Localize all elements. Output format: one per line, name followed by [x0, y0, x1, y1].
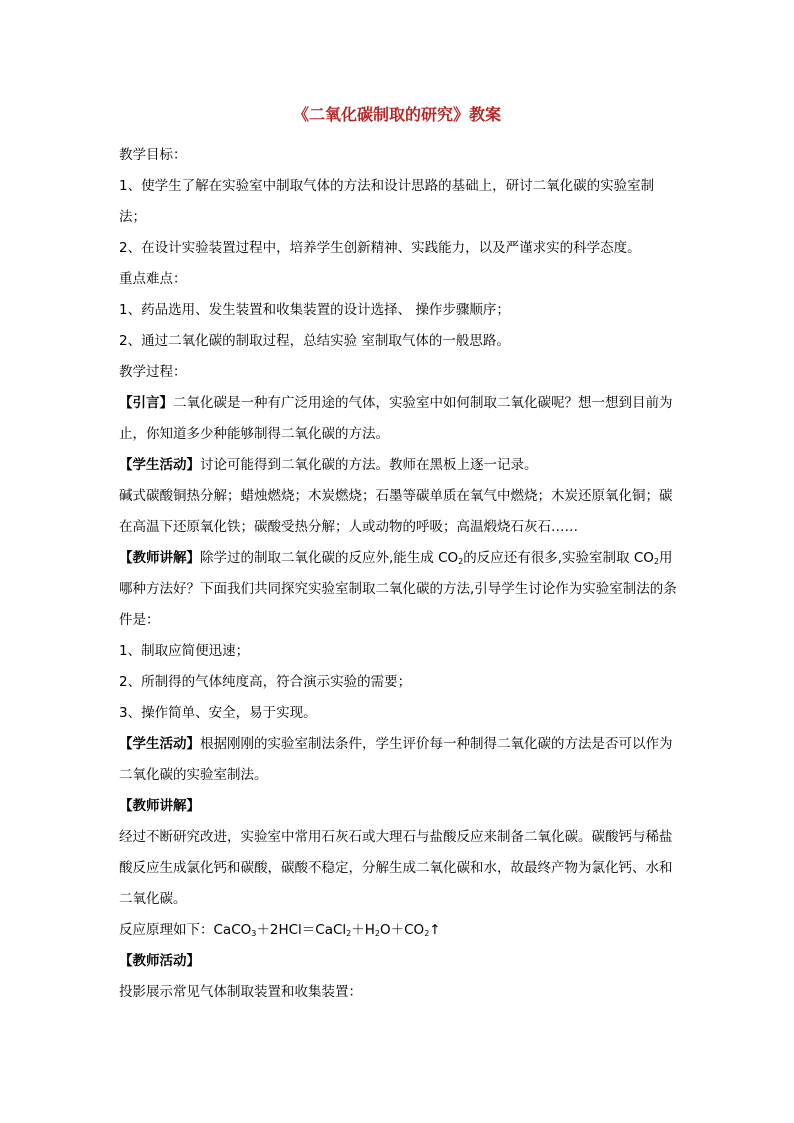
key-point-2: 2、通过二氧化碳的制取过程，总结实验 室制取气体的一般思路。: [119, 333, 510, 349]
eq-part-2: ＋2HCl＝CaCl: [256, 922, 347, 938]
eq-part-4: O＋CO: [380, 922, 425, 938]
explain1-tag: 【教师讲解】: [119, 550, 200, 566]
process-heading: 教学过程：: [119, 364, 187, 380]
key-points-heading: 重点难点：: [119, 271, 187, 287]
explain2-tag: 【教师讲解】: [119, 798, 200, 814]
explain1-text-c: 用哪种方法好？下面我们共同探究实验室制取二氧化碳的方法,引导学生讨论作为实验室制法的条件是：: [119, 550, 677, 628]
activity2-tag: 【学生活动】: [119, 736, 200, 752]
explain1-text-a: 除学过的制取二氧化碳的反应外,能生成 CO: [200, 550, 459, 566]
activity3-tag: 【教师活动】: [119, 953, 200, 969]
methods-list: 碱式碳酸铜热分解；蜡烛燃烧；木炭燃烧；石墨等碳单质在氧气中燃烧；木炭还原氧化铜；碳在高温下还原氧化铁；碳酸受热分解；人或动物的呼吸；高温煅烧石灰石……: [119, 488, 673, 535]
reaction-label: 反应原理如下：: [119, 922, 214, 938]
eq-sub-4: 2: [424, 929, 430, 938]
goals-heading: 教学目标：: [119, 147, 187, 163]
condition-3: 3、操作简单、安全，易于实现。: [119, 705, 317, 721]
explain1-sub-1: 2: [458, 557, 464, 566]
page-title: 《二氧化碳制取的研究》教案: [292, 105, 501, 124]
reaction-equation: [119, 915, 679, 946]
student-activity-1: [119, 450, 679, 481]
explain2-text: 经过不断研究改进，实验室中常用石灰石或大理石与盐酸反应来制备二氧化碳。碳酸钙与稀盐酸反应生成氯化钙和碳酸，碳酸不稳定，分解生成二氧化碳和水，故最终产物为氯化钙、水和二氧化碳。: [119, 829, 673, 907]
eq-part-5: ↑: [429, 922, 441, 938]
condition-1: 1、制取应简便迅速；: [119, 643, 250, 659]
explain1-sub-2: 2: [653, 557, 659, 566]
document-body: [119, 140, 679, 1008]
explain1-text-b: 的反应还有很多,实验室制取 CO: [463, 550, 654, 566]
eq-part-3: ＋H: [351, 922, 375, 938]
activity2-text: 根据刚刚的实验室制法条件，学生评价每一种制得二氧化碳的方法是否可以作为二氧化碳的实验室制法。: [119, 736, 673, 783]
condition-2: 2、所制得的气体纯度高，符合演示实验的需要；: [119, 674, 412, 690]
intro-paragraph: [119, 388, 679, 450]
eq-sub-2: 2: [346, 929, 352, 938]
key-point-1: 1、药品选用、发生装置和收集装置的设计选择、 操作步骤顺序；: [119, 302, 510, 318]
goal-item-1: 1、使学生了解在实验室中制取气体的方法和设计思路的基础上，研讨二氧化碳的实验室制法；: [119, 178, 655, 225]
eq-sub-1: 3: [251, 929, 257, 938]
teacher-explain-1: [119, 543, 679, 636]
activity1-text: 讨论可能得到二氧化碳的方法。教师在黑板上逐一记录。: [200, 457, 538, 473]
goal-item-2: 2、在设计实验装置过程中，培养学生创新精神、实践能力，以及严谨求实的科学态度。: [119, 240, 641, 256]
activity1-tag: 【学生活动】: [119, 457, 200, 473]
eq-part-1: CaCO: [213, 922, 252, 938]
activity3-text: 投影展示常见气体制取装置和收集装置：: [119, 984, 362, 1000]
intro-tag: 【引言】: [119, 395, 173, 411]
eq-sub-3: 2: [374, 929, 380, 938]
student-activity-2: [119, 729, 679, 791]
intro-text: 二氧化碳是一种有广泛用途的气体，实验室中如何制取二氧化碳呢？想一想到目前为止，你知道多少种能够制得二氧化碳的方法。: [119, 395, 673, 442]
